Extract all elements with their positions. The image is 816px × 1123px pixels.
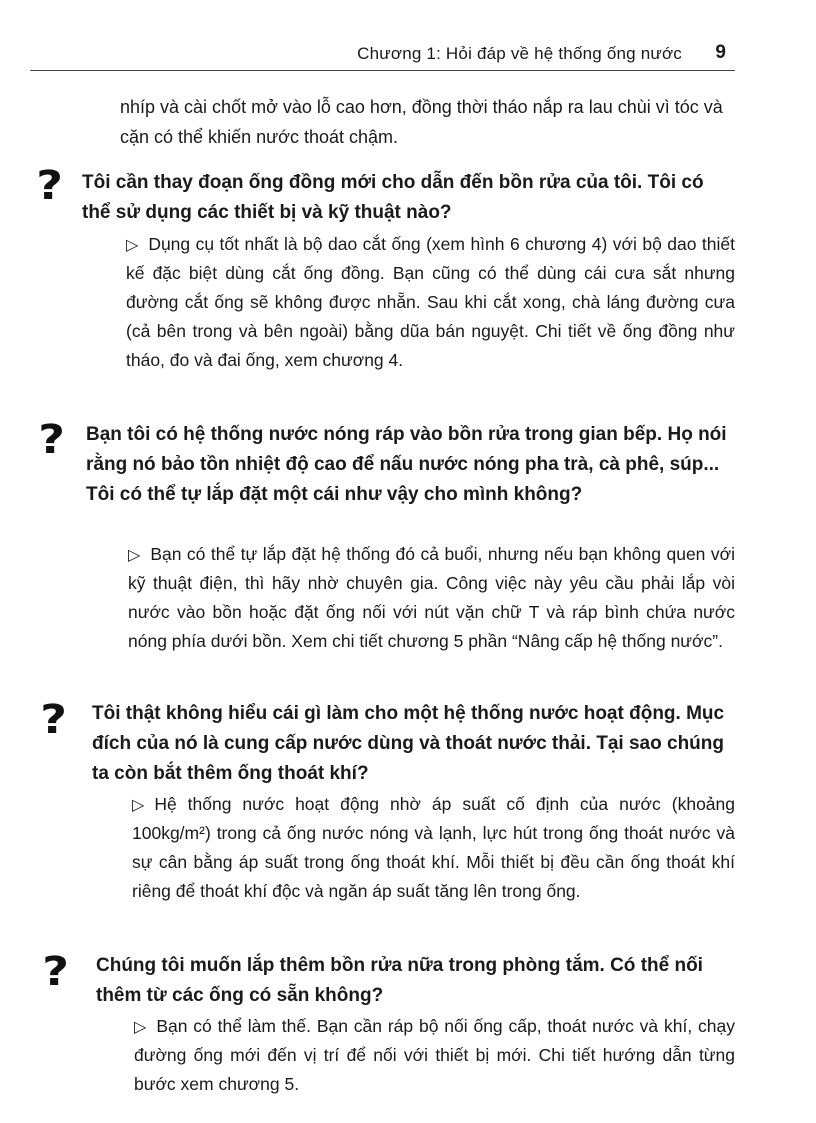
header-rule	[30, 70, 735, 71]
question-mark-icon: ?	[42, 949, 69, 995]
answer-text	[128, 540, 735, 656]
intro-paragraph: nhíp và cài chốt mở vào lỗ cao hơn, đồng thời tháo nắp ra lau chùi vì tóc và cặn có thể khiến nước thoát chậm.	[120, 97, 723, 147]
triangle-bullet-icon: ▷	[126, 235, 139, 254]
question-text: Tôi thật không hiểu cái gì làm cho một hệ thống nước hoạt động. Mục đích của nó là cung cấp nước dùng và thoát nước thải. Tại sao chúng ta còn bắt thêm ống thoát khí?	[92, 703, 725, 784]
answer-text	[132, 790, 735, 906]
question-text: Bạn tôi có hệ thống nước nóng ráp vào bồn rửa trong gian bếp. Họ nói rằng nó bảo tồn nhiệt độ cao để nấu nước nóng pha trà, cà phê, súp... Tôi có thể tự lắp đặt một cái như vậy cho mình không?	[86, 424, 727, 505]
triangle-bullet-icon: ▷	[134, 1017, 147, 1036]
answer-body: Hệ thống nước hoạt động nhờ áp suất cố định của nước (khoảng 100kg/m²) trong cả ống nước nóng và lạnh, lực hút trong ống thoát nước và sự cân bằng áp suất trong ống thoát khí. Mỗi thiết bị đều cần ống thoát khí riêng để thoát khí độc và ngăn áp suất tăng lên trong ống.	[132, 794, 735, 901]
chapter-title: Chương 1: Hỏi đáp về hệ thống ống nước	[357, 44, 682, 63]
answer-body: Bạn có thể làm thế. Bạn cần ráp bộ nối ống cấp, thoát nước và khí, chạy đường ống mới đến vị trí để nối với thiết bị mới. Chi tiết hướng dẫn từng bước xem chương 5.	[134, 1016, 735, 1094]
answer-text	[134, 1012, 735, 1099]
answer-body: Bạn có thể tự lắp đặt hệ thống đó cả buổi, nhưng nếu bạn không quen với kỹ thuật điện, thì hãy nhờ chuyên gia. Công việc này yêu cầu phải lắp vòi nước vào bồn hoặc đặt ống nối với nút vặn chữ T và ráp bình chứa nước nóng phía dưới bồn. Xem chi tiết chương 5 phần “Nâng cấp hệ thống nước”.	[128, 544, 735, 651]
question-mark-icon: ?	[38, 417, 65, 463]
answer-body: Dụng cụ tốt nhất là bộ dao cắt ống (xem hình 6 chương 4) với bộ dao thiết kế đặc biệt dùng cắt ống đồng. Bạn cũng có thể dùng cái cưa sắt nhưng đường cắt ống sẽ không được nhẵn. Sau khi cắt xong, chà láng đường cưa (cả bên trong và bên ngoài) bằng dũa bán nguyệt. Chi tiết về ống đồng như tháo, đo và đai ống, xem chương 4.	[126, 234, 735, 370]
question-mark-icon: ?	[36, 163, 63, 209]
question-text: Chúng tôi muốn lắp thêm bồn rửa nữa trong phòng tắm. Có thể nối thêm từ các ống có sẵn không?	[96, 955, 703, 1006]
page-number: 9	[715, 42, 726, 63]
triangle-bullet-icon: ▷	[128, 545, 141, 564]
triangle-bullet-icon: ▷	[132, 795, 145, 814]
question-text: Tôi cần thay đoạn ống đồng mới cho dẫn đến bồn rửa của tôi. Tôi có thể sử dụng các thiết bị và kỹ thuật nào?	[82, 172, 704, 223]
answer-text	[126, 230, 735, 375]
question-mark-icon: ?	[40, 697, 67, 743]
page-header	[0, 38, 740, 72]
